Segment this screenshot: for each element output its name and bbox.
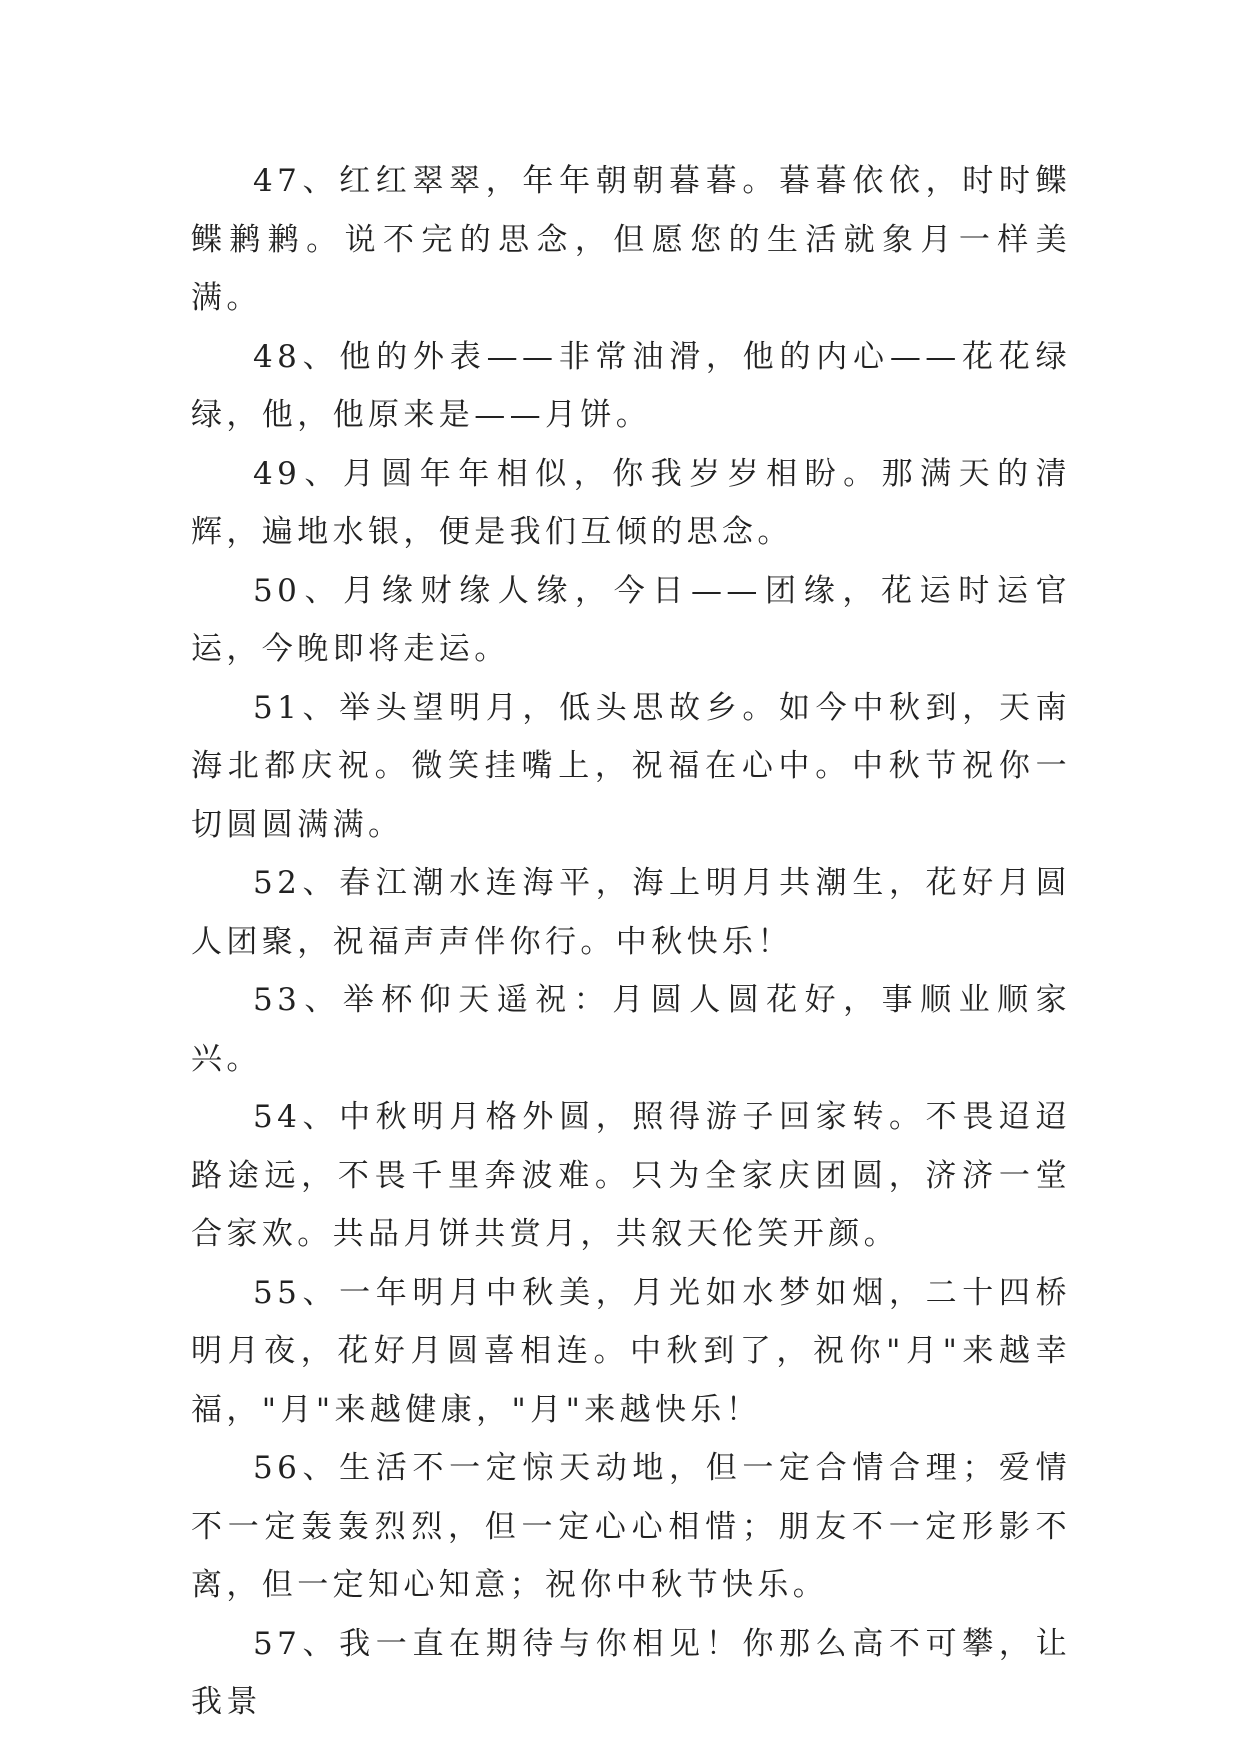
- paragraph-57: 57、我一直在期待与你相见！你那么高不可攀，让我景: [191, 1625, 1071, 1720]
- paragraph-51: 51、举头望明月，低头思故乡。如今中秋到，天南海北都庆祝。微笑挂嘴上，祝福在心中。中秋节祝你一切圆圆满满。: [191, 689, 1071, 843]
- paragraph-47: 47、红红翠翠，年年朝朝暮暮。暮暮依依，时时鲽鲽鹣鹣。说不完的思念，但愿您的生活就象月一样美满。: [191, 163, 1071, 316]
- paragraph-53: 53、举杯仰天遥祝：月圆人圆花好，事顺业顺家兴。: [191, 982, 1071, 1077]
- paragraph-54: 54、中秋明月格外圆，照得游子回家转。不畏迢迢路途远，不畏千里奔波难。只为全家庆团圆，济济一堂合家欢。共品月饼共赏月，共叙天伦笑开颜。: [191, 1099, 1071, 1252]
- paragraph-55: 55、一年明月中秋美，月光如水梦如烟，二十四桥明月夜，花好月圆喜相连。中秋到了，祝你"月"来越幸福，"月"来越健康，"月"来越快乐！: [191, 1274, 1071, 1428]
- paragraph-50: 50、月缘财缘人缘，今日——团缘，花运时运官运，今晚即将走运。: [191, 572, 1071, 667]
- paragraph-48: 48、他的外表——非常油滑，他的内心——花花绿绿，他，他原来是——月饼。: [191, 338, 1071, 433]
- paragraph-56: 56、生活不一定惊天动地，但一定合情合理；爱情不一定轰轰烈烈，但一定心心相惜；朋友不一定形影不离，但一定知心知意；祝你中秋节快乐。: [191, 1450, 1071, 1603]
- document-body: [191, 152, 1071, 1732]
- paragraph-52: 52、春江潮水连海平，海上明月共潮生，花好月圆人团聚，祝福声声伴你行。中秋快乐！: [191, 865, 1071, 960]
- paragraph-49: 49、月圆年年相似，你我岁岁相盼。那满天的清辉，遍地水银，便是我们互倾的思念。: [191, 455, 1071, 550]
